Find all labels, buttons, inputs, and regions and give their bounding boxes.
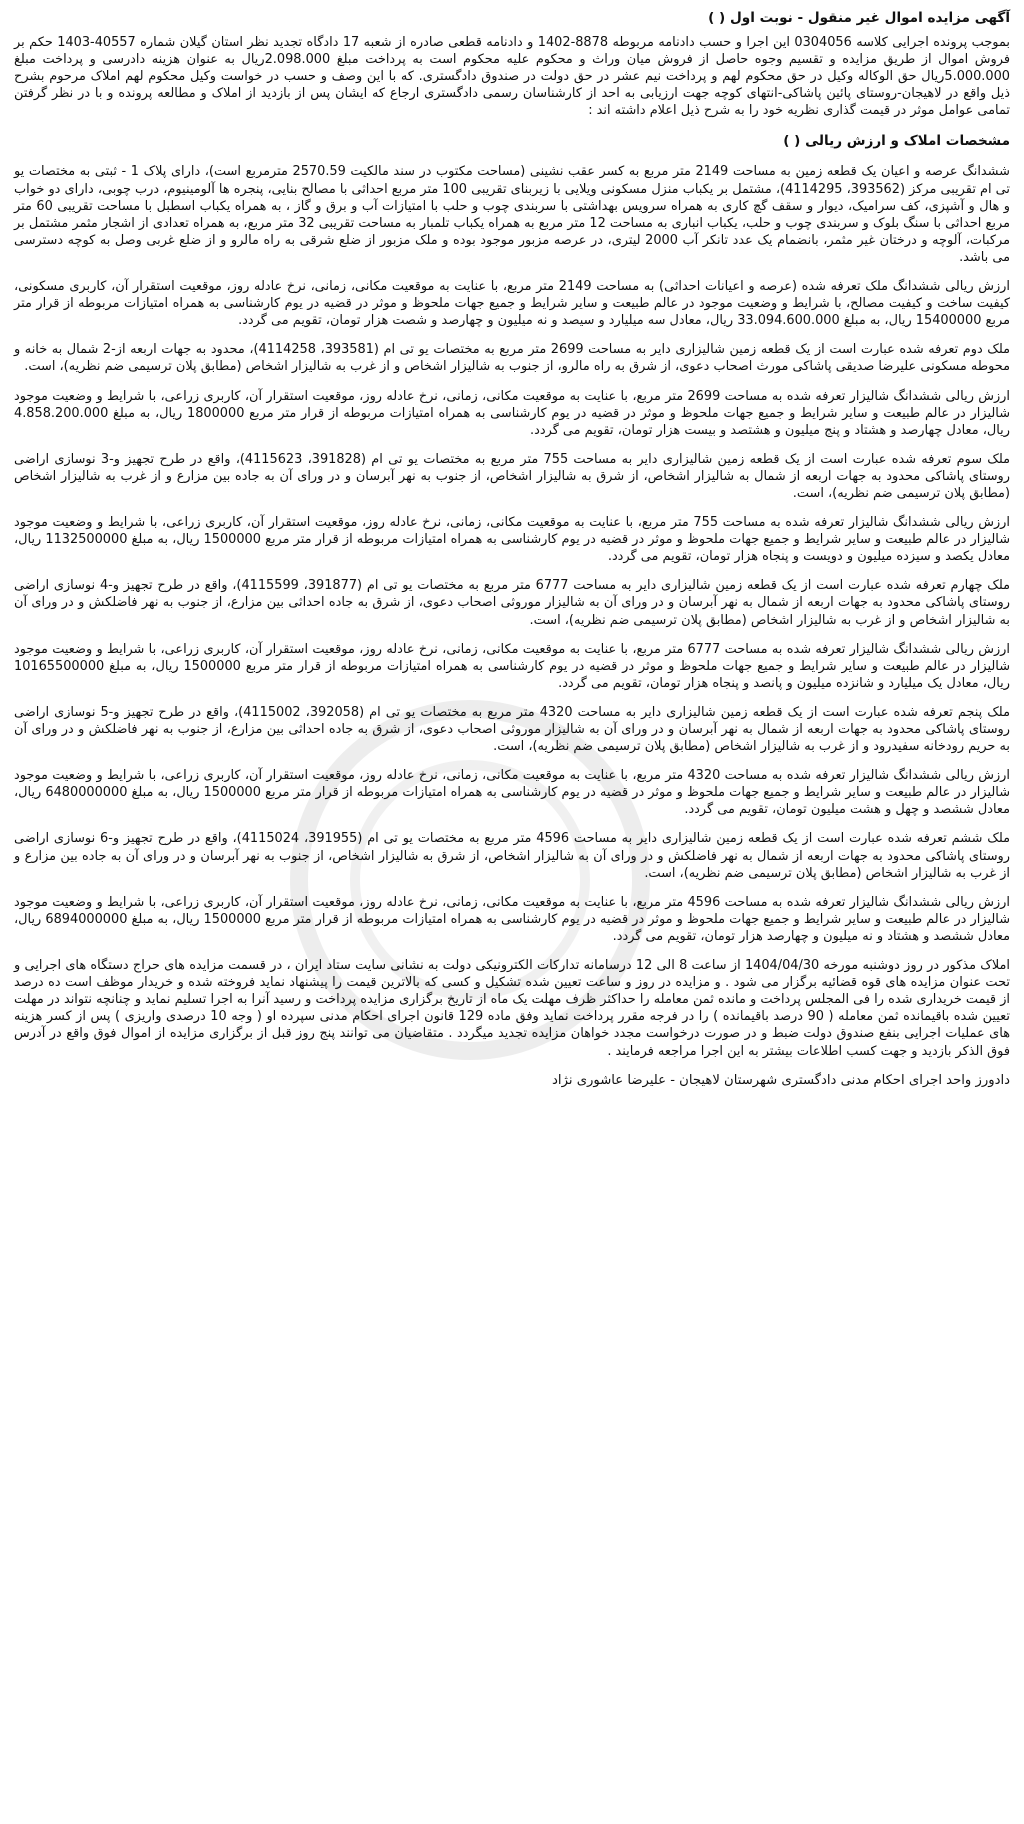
property-2-valuation: ارزش ریالی ششدانگ شالیزار تعرفه شده به مساحت 2699 متر مربع، با عنایت به موقعیت مکانی، زمانی، نرخ عادله روز، موقعیت استقرار آن، کاربری زراعی، با شرایط و وضعیت موجود شالیزار در عالم طبیعت و سایر شرایط و جمیع جهات ملحوظ و موثر در قضیه در یوم کارشناسی به همراه امتیازات مربوطه از قرار متر مربع 1800000 ریال، به مبلغ 4.858.200.000 ریال، معادل چهارصد و هشتاد و پنج میلیون و هشتصد و بیست هزار تومان، تقویم می گردد. [14,388,1010,438]
property-5-valuation: ارزش ریالی ششدانگ شالیزار تعرفه شده به مساحت 4320 متر مربع، با عنایت به موقعیت مکانی، زمانی، نرخ عادله روز، موقعیت استقرار آن، کاربری زراعی، با شرایط و وضعیت موجود شالیزار در عالم طبیعت و سایر شرایط و جمیع جهات ملحوظ و موثر در قضیه در یوم کارشناسی به همراه امتیازات مربوطه از قرار متر مربع 1500000 ریال، به مبلغ 6480000000 ریال، معادل ششصد و چهل و هشت میلیون تومان، تقویم می گردد. [14,768,1010,818]
property-5-description: ملک پنجم تعرفه شده عبارت است از یک قطعه زمین شالیزاری دایر به مساحت 4320 متر مربع به مختصات یو تی ام (392058، 4115002)، واقع در طرح تجهیز و-5 نوسازی اراضی روستای پاشاکی محدود به جهات اربعه از شمال به نهر آبرسان و در ورای آن به شالیزار موروثی اصحاب دعوی، از شرق به جاده احداثی بین مزارع، از جنوب به نهر فاضلکش و در ورای آن به حریم رودخانه سفیدرود و از غرب به شالیزار اشخاص (مطابق پلان ترسیمی ضم نظریه)، است. [14,704,1010,755]
property-1-description: ششدانگ عرصه و اعیان یک قطعه زمین به مساحت 2149 متر مربع به کسر عقب نشینی (مساحت مکتوب در سند مالکیت 2570.59 مترمربع است)، دارای پلاک 1 - ثبتی به مختصات یو تی ام تقریبی مرکز (393562، 4114295)، مشتمل بر یکباب منزل مسکونی ویلایی با زیربنای تقریبی 100 متر مربع احداثی با مصالح بنایی، پنجره ها آلومینیوم، درب چوبی، دارای دو خواب و هال و آشپزی، کف سرامیک، دیوار و سقف گچ کاری به همراه سرویس بهداشتی با سربندی چوب و حلب با امتیازات آب و برق و گاز ، به همراه یکباب اسطبل با مساحت تقریبی 60 متر مربع احداثی با سنگ بلوک و سربندی چوب و حلب، یکباب انباری به مساحت 12 متر مربع به همراه یکباب تلمبار به مساحت تقریبی 32 متر مربع، به همراه تعدادی از اشجار مثمر مشتمل بر مرکبات، آلوچه و درختان غیر مثمر، بانضمام یک عدد تانکر آب 2000 لیتری، در عرصه مزبور موجود بوده و ملک مزبور از ضلع شرقی به راه مالرو و از ضلع غربی وصل به کوچه دسترسی می باشد. [14,164,1011,265]
property-4-valuation: ارزش ریالی ششدانگ شالیزار تعرفه شده به مساحت 6777 متر مربع، با عنایت به موقعیت مکانی، زمانی، نرخ عادله روز، موقعیت استقرار آن، کاربری زراعی، با شرایط و وضعیت موجود شالیزار در عالم طبیعت و سایر شرایط و جمیع جهات ملحوظ و موثر در قضیه در یوم کارشناسی به همراه امتیازات مربوطه از قرار متر مربع 1500000 ریال، به مبلغ 10165500000 ریال، معادل یک میلیارد و شانزده میلیون و پانصد و پنجاه هزار تومان، تقویم می گردد. [14,641,1010,691]
property-2-description: ملک دوم تعرفه شده عبارت است از یک قطعه زمین شالیزاری دایر به مساحت 2699 متر مربع به مختصات یو تی ام (393581، 4114258)، محدود به جهات اربعه از-2 شمال به خانه و محوطه مسکونی علیرضا صدیقی پاشاکی مورث اصحاب دعوی، از شرق به راه مالرو، از جنوب به شالیزار اشخاص و از غرب به شالیزار اشخاص (مطابق پلان ترسیمی ضم نظریه)، است. [14,342,1010,375]
notice-title: آگهی مزایده اموال غیر منقول - نوبت اول ( ) [708,10,1010,26]
section-heading: مشخصات املاک و ارزش ریالی ( ) [783,133,1010,150]
property-3-valuation: ارزش ریالی ششدانگ شالیزار تعرفه شده به مساحت 755 متر مربع، با عنایت به موقعیت مکانی، زمانی، نرخ عادله روز، موقعیت استقرار آن، کاربری زراعی، با شرایط و وضعیت موجود شالیزار در عالم طبیعت و سایر شرایط و جمیع جهات ملحوظ و موثر در قضیه در یوم کارشناسی به همراه امتیازات مربوطه از قرار متر مربع 1500000 ریال، به مبلغ 1132500000 ریال، معادل یکصد و سیزده میلیون و دویست و پنجاه هزار تومان، تقویم می گردد. [14,515,1010,565]
intro-paragraph: بموجب پرونده اجرایی کلاسه 0304056 این اجرا و حسب دادنامه مربوطه 8878-1402 و دادنامه قطعی صادره از شعبه 17 دادگاه تجدید نظر استان گیلان شماره 40557-1403 حکم بر فروش اموال از طریق مزایده و تقسیم وجوه حاصل از فروش میان وراث و محکوم علیه محکوم است به پرداخت مبلغ 2.098.000ریال به عنوان هزینه دادرسی و پرداخت مبلغ 5.000.000ریال حق الوکاله وکیل در حق محکوم لهم و پرداخت نیم عشر در حق دولت در صندوق دادگستری. که با این وصف و حسب در خواست وکیل محکوم لهم املاک مرحوم بشرح ذیل واقع در لاهیجان-روستای پائین پاشاکی-انتهای کوچه جهت ارزیابی به احد از کارشناسان رسمی دادگستری ارجاع که ایشان پس از بازدید از املاک و مطالعه پرونده و با در نظر گرفتن تمامی عوامل موثر در قیمت گذاری نظریه خود را به شرح ذیل اعلام داشته اند : [14,35,1011,119]
property-6-valuation: ارزش ریالی ششدانگ شالیزار تعرفه شده به مساحت 4596 متر مربع، با عنایت به موقعیت مکانی، زمانی، نرخ عادله روز، موقعیت استقرار آن، کاربری زراعی، با شرایط و وضعیت موجود شالیزار در عالم طبیعت و سایر شرایط و جمیع جهات ملحوظ و موثر در قضیه در یوم کارشناسی به همراه امتیازات مربوطه از قرار متر مربع 1500000 ریال، به مبلغ 6894000000 ریال، معادل ششصد و هشتاد و نه میلیون و چهارصد هزار تومان، تقویم می گردد. [14,894,1010,944]
auction-terms-paragraph: املاک مذکور در روز دوشنبه مورخه 1404/04/30 از ساعت 8 الی 12 درسامانه تدارکات الکترونیکی دولت به نشانی سایت ستاد ایران ، در قسمت مزایده های حراج دستگاه های اجرایی و تحت عنوان مزایده های قوه قضائیه برگزار می شود . و مزایده در روز و ساعت تعیین شده تشکیل و کسی که بالاترین قیمت را پیشنهاد نماید فروخته شده و خریدار موظف است ده درصد از قیمت خریداری شده را فی المجلس پرداخت و مانده ثمن معامله را حداکثر ظرف مهلت یک ماه از تاریخ برگزاری مزایده پرداخت و رسید آنرا به اجرا تسلیم نماید و چنانچه نتواند در مهلت تعیین شده باقیمانده ثمن معامله ( 90 درصد باقیمانده ) را در فرجه مقرر پرداخت نماید وفق ماده 129 قانون اجرای احکام مدنی سپرده او ( وجه 10 درصدی واریزی ) پس از کسر هزینه های عملیات اجرایی بنفع صندوق دولت ضبط و در صورت درخواست مجدد خواهان مزایده تجدید میگردد . متقاضیان می توانند پنج روز قبل از برگزاری مزایده از اموال فوق واقع در آدرس فوق الذکر بازدید و جهت کسب اطلاعات بیشتر به این اجرا مراجعه فرمایند . [14,958,1010,1059]
property-6-description: ملک ششم تعرفه شده عبارت است از یک قطعه زمین شالیزاری دایر به مساحت 4596 متر مربع به مختصات یو تی ام (391955، 4115024)، واقع در طرح تجهیز و-6 نوسازی اراضی روستای پاشاکی محدود به جهات اربعه از شمال به نهر فاضلکش و در ورای آن به شالیزار اشخاص، از شرق به شالیزار اشخاص، از جنوب به نهر آبرسان و در ورای آن به جاده بین مزارع و از غرب به شالیزار اشخاص (مطابق پلان ترسیمی ضم نظریه)، است. [14,831,1010,881]
property-3-description: ملک سوم تعرفه شده عبارت است از یک قطعه زمین شالیزاری دایر به مساحت 755 متر مربع به مختصات یو تی ام (391828، 4115623)، واقع در طرح تجهیز و-3 نوسازی اراضی روستای پاشاکی محدود به جهات اربعه از شمال به شالیزار اشخاص، از شرق به شالیزار اشخاص، از جنوب به نهر آبرسان و در ورای آن به جاده بین مزارع و از غرب به شالیزار اشخاص (مطابق پلان ترسیمی ضم نظریه)، است. [14,451,1010,501]
property-1-valuation: ارزش ریالی ششدانگ ملک تعرفه شده (عرصه و اعیانات احداثی) به مساحت 2149 متر مربع، با عنایت به موقعیت مکانی، زمانی، نرخ عادله روز، موقعیت استقرار آن، کاربری مسکونی، کیفیت ساخت و کیفیت مصالح، با شرایط و وضعیت موجود در عالم طبیعت و سایر شرایط و جمیع جهات ملحوظ و موثر در قضیه در یوم کارشناسی به همراه امتیازات مربوطه از قرار متر مربع 15400000 ریال، به مبلغ 33.094.600.000 ریال، معادل سه میلیارد و سیصد و نه میلیون و چهارصد و شصت هزار تومان، تقویم می گردد. [14,279,1010,329]
signature-line: دادورز واحد اجرای احکام مدنی دادگستری شهرستان لاهیجان - علیرضا عاشوری نژاد [552,1072,1010,1088]
property-4-description: ملک چهارم تعرفه شده عبارت است از یک قطعه زمین شالیزاری دایر به مساحت 6777 متر مربع به مختصات یو تی ام (391877، 4115599)، واقع در طرح تجهیز و-4 نوسازی اراضی روستای پاشاکی محدود به جهات اربعه از شمال به نهر آبرسان و در ورای آن به شالیزار موروثی اصحاب دعوی، از شرق به جاده احداثی بین مزارع، از جنوب به نهر فاضلکش و در ورای آن به شالیزار اشخاص و از غرب به شالیزار اشخاص (مطابق پلان ترسیمی ضم نظریه)، است. [14,578,1010,628]
